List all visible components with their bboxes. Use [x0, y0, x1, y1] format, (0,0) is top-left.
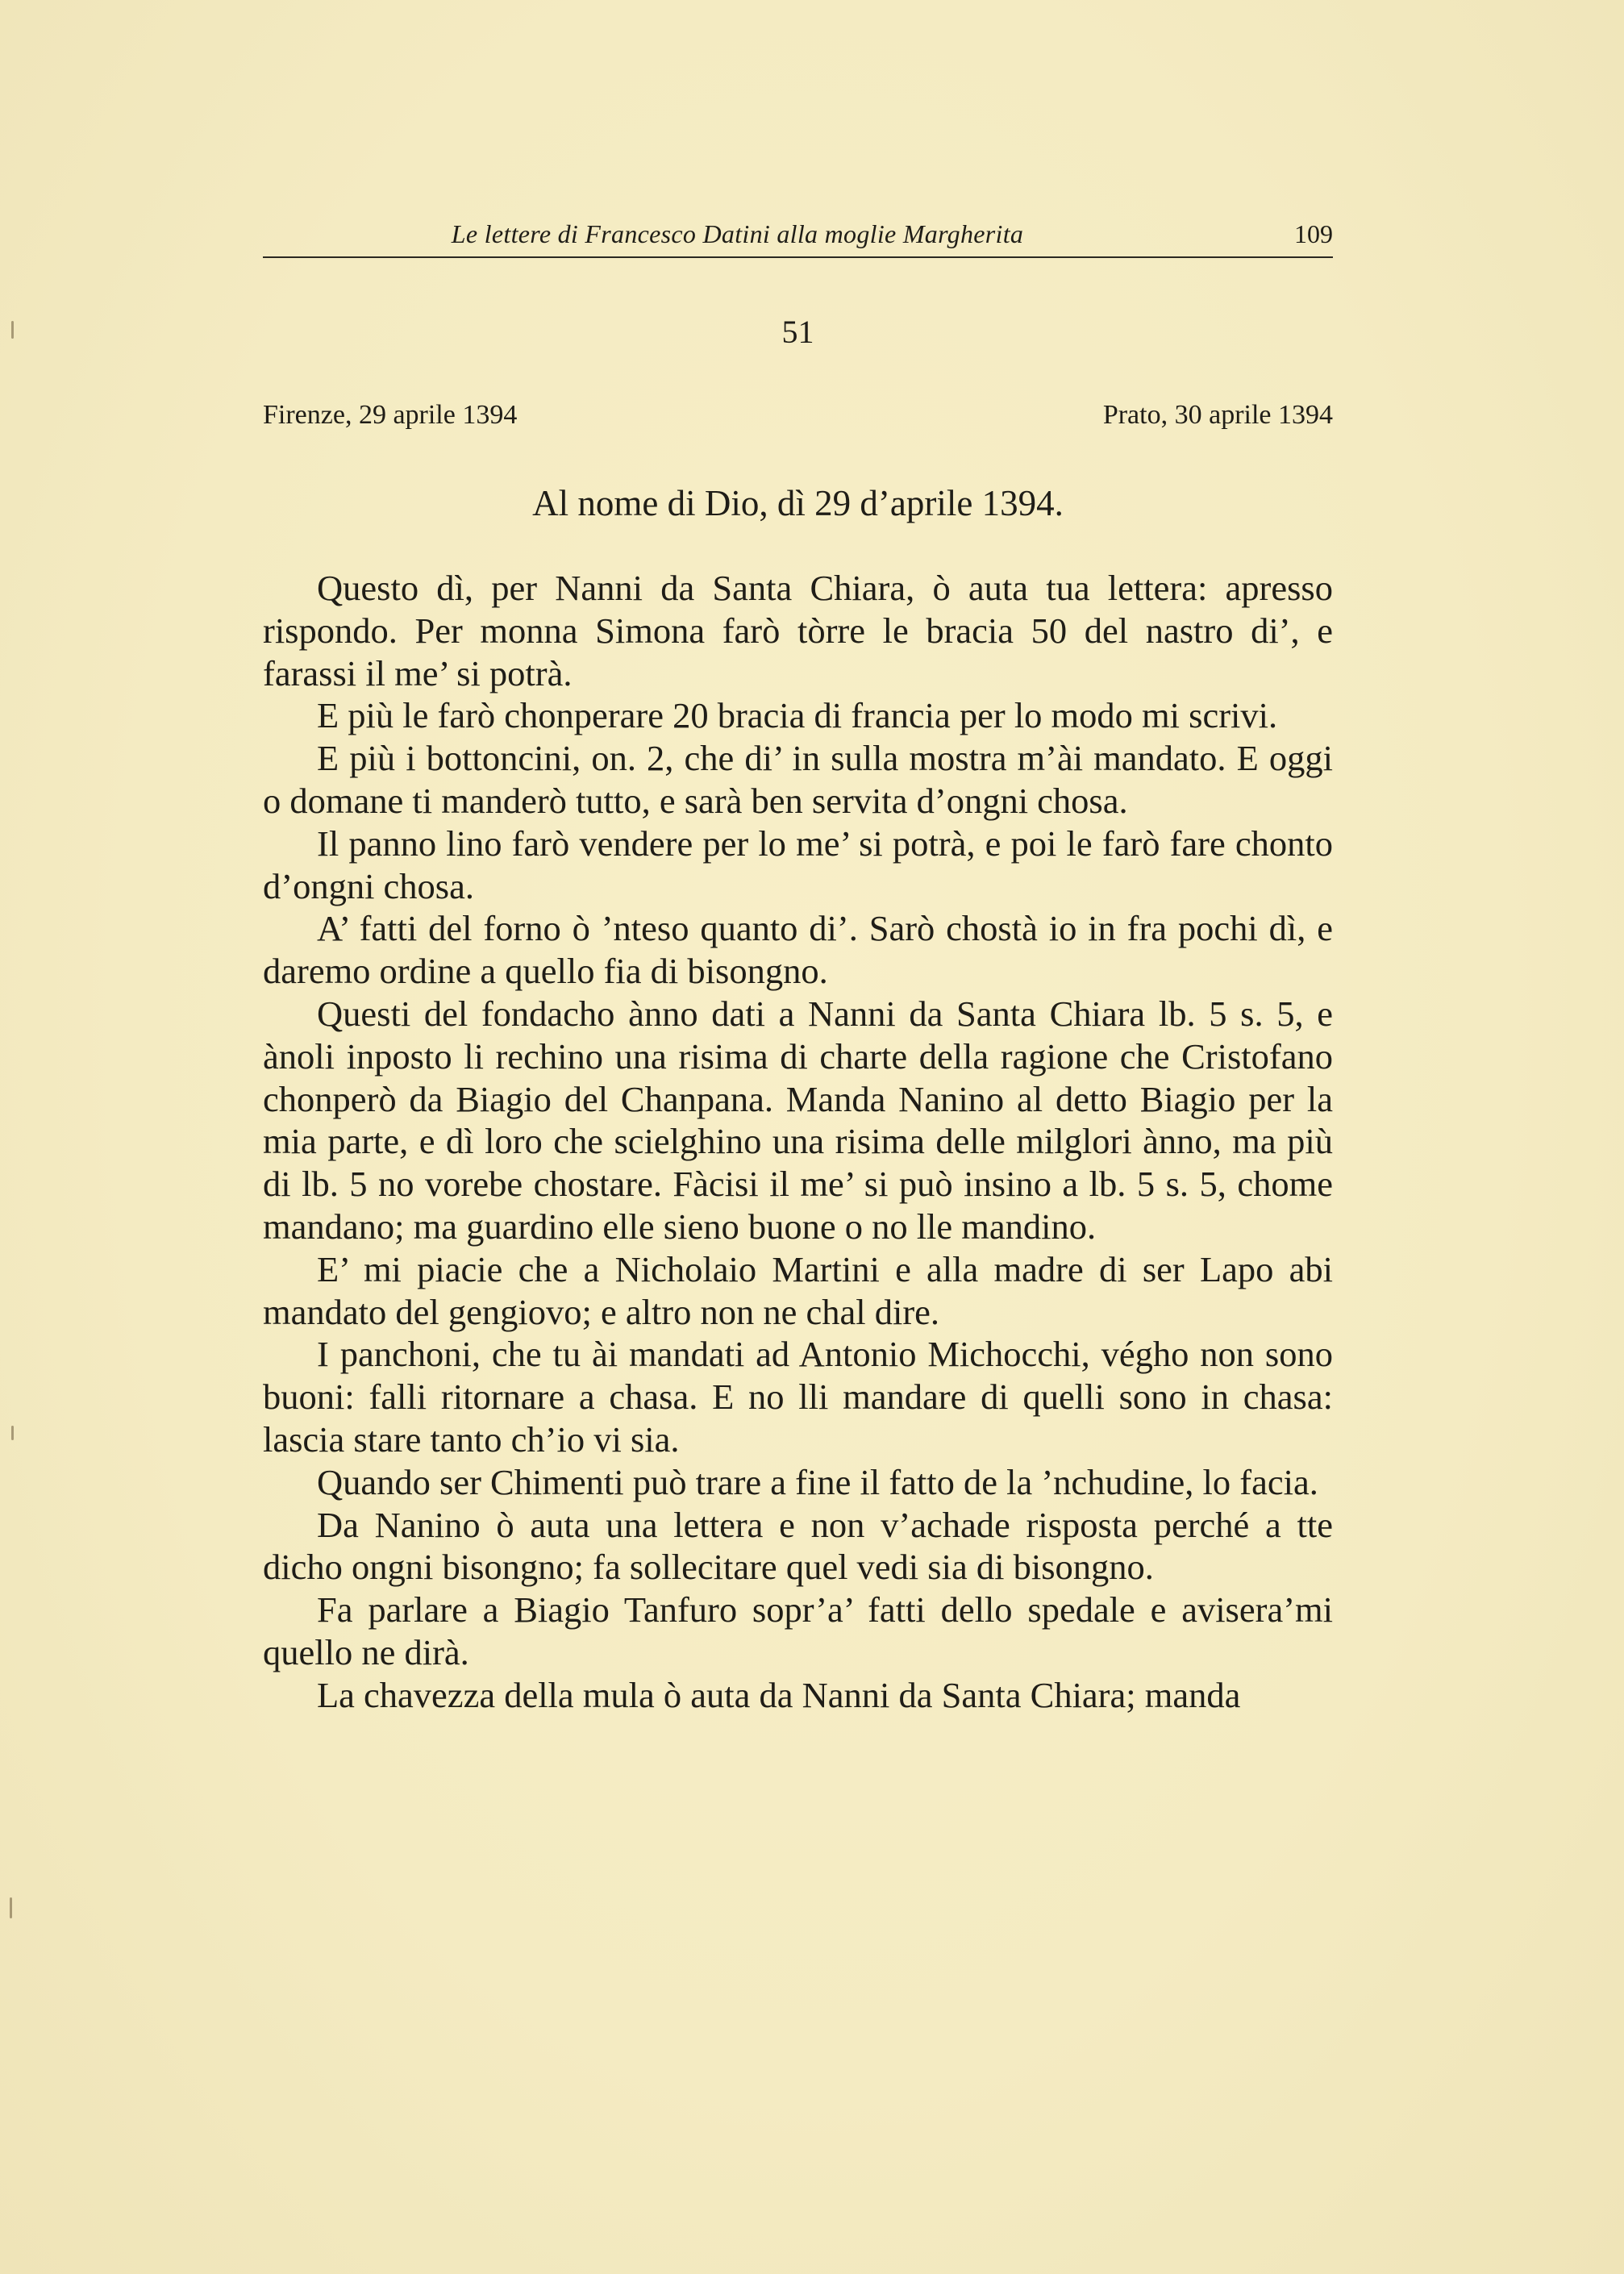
- paragraph: Questi del fondacho ànno dati a Nanni da Santa Chiara lb. 5 s. 5, e ànoli inposto li rechino una risima di charte della ragione che Cristofano chonperò da Biagio del Chanpana. Manda Nanino al detto Biagio per la mia parte, e dì loro che scielghino una risima delle milglori ànno, ma più di lb. 5 no vorebe chostare. Fàcisi il me’ si può insino a lb. 5 s. 5, chome mandano; ma guardino elle sieno buone o no lle mandino.: [263, 993, 1333, 1247]
- paragraph: E’ mi piacie che a Nicholaio Martini e alla madre di ser Lapo abi mandato del gengiovo; e altro non ne chal dire.: [263, 1248, 1333, 1332]
- letter-body: [263, 567, 1333, 1717]
- letter-invocation: Al nome di Dio, dì 29 d’aprile 1394.: [532, 483, 1064, 523]
- paragraph: Questo dì, per Nanni da Santa Chiara, ò auta tua lettera: apresso rispondo. Per monna Simona farò tòrre le bracia 50 del nastro di’, e farassi il me’ si potrà.: [263, 568, 1333, 693]
- paragraph: Fa parlare a Biagio Tanfuro sopr’a’ fatti dello spedale e avisera’mi quello ne dirà.: [263, 1589, 1333, 1672]
- running-header: [263, 211, 1333, 258]
- paragraph: E più i bottoncini, on. 2, che di’ in sulla mostra m’ài mandato. E oggi o domane ti manderò tutto, e sarà ben servita d’ongni chosa.: [263, 738, 1333, 821]
- page-edge-mark: [11, 1426, 14, 1440]
- page-number: 109: [1294, 219, 1333, 248]
- paragraph: A’ fatti del forno ò ’nteso quanto di’. Sarò chostà io in fra pochi dì, e daremo ordine a quello fia di bisongno.: [263, 908, 1333, 992]
- paragraph: La chavezza della mula ò auta da Nanni da Santa Chiara; manda: [317, 1674, 1241, 1715]
- paragraph: Quando ser Chimenti può trare a fine il fatto de la ’nchudine, lo facia.: [317, 1461, 1318, 1502]
- letter-number: 51: [781, 314, 814, 350]
- page-edge-mark: [10, 1897, 12, 1918]
- paragraph: Il panno lino farò vendere per lo me’ si potrà, e poi le farò fare chonto d’ongni chosa.: [263, 823, 1333, 906]
- page-edge-mark: [11, 321, 14, 339]
- paragraph: Da Nanino ò auta una lettera e non v’achade risposta perché a tte dicho ongni bisongno; fa sollecitare quel vedi sia di bisongno.: [263, 1504, 1333, 1588]
- running-title: Le lettere di Francesco Datini alla moglie Margherita: [451, 219, 1024, 248]
- paragraph: E più le farò chonperare 20 bracia di francia per lo modo mi scrivi.: [317, 695, 1278, 736]
- place-date-received: Prato, 30 aprile 1394: [1102, 400, 1333, 430]
- paragraph: I panchoni, che tu ài mandati ad Antonio Michocchi, végho non sono buoni: falli ritornare a chasa. E no lli mandare di quelli sono in chasa: lascia stare tanto ch’io vi sia.: [263, 1334, 1333, 1460]
- place-date-sent: Firenze, 29 aprile 1394: [263, 400, 518, 430]
